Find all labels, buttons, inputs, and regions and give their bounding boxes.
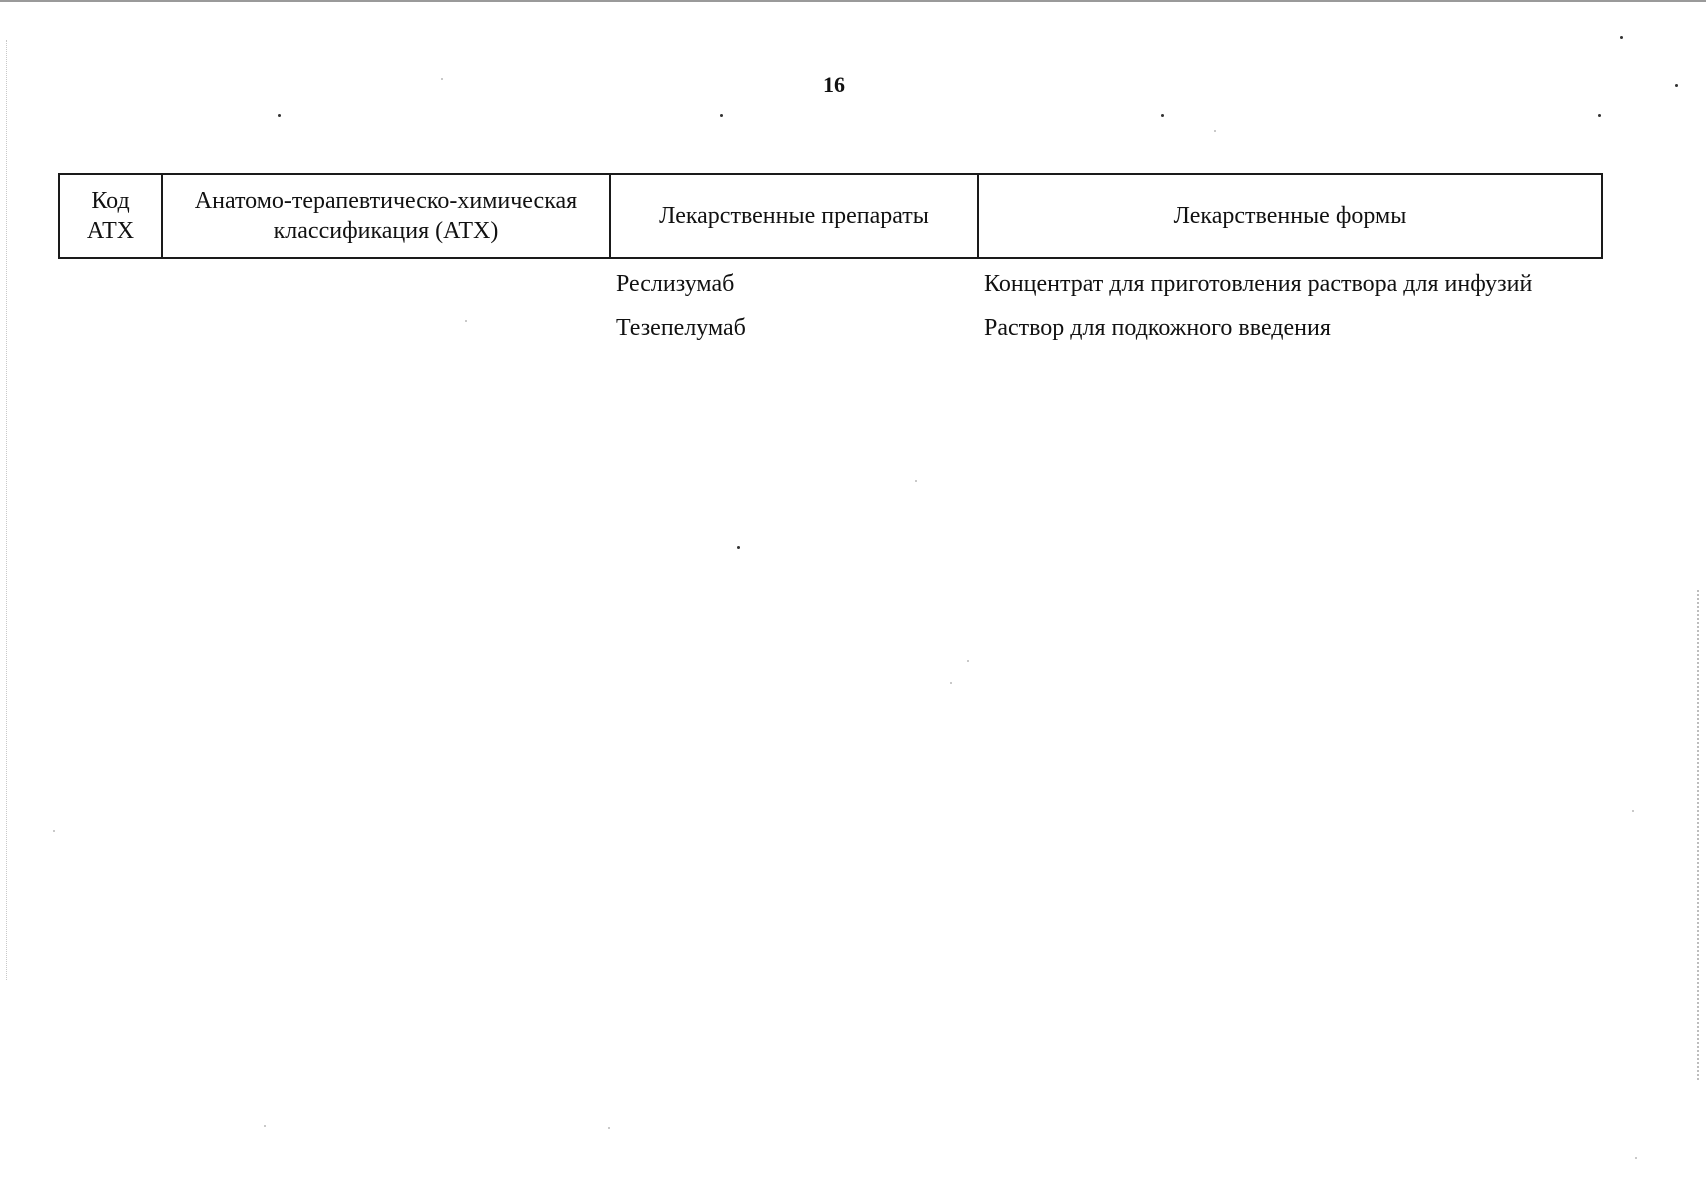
scan-speck (53, 830, 55, 832)
scan-speck (1635, 1157, 1637, 1159)
table-row (59, 313, 1602, 343)
scan-speck (1214, 130, 1216, 132)
table-header-row (59, 174, 1602, 258)
scan-border-right (1697, 590, 1701, 1080)
scan-speck (278, 114, 281, 117)
cell-atc-classification (162, 258, 610, 313)
scan-speck (608, 1127, 610, 1129)
header-atc-classification: Анатомо-терапевтическо-химическая классификация (АТХ) (162, 174, 610, 258)
atc-drug-table (58, 173, 1603, 343)
cell-atc-code (59, 313, 162, 343)
scan-speck (1632, 810, 1634, 812)
cell-drug-name: Реслизумаб (616, 271, 735, 297)
cell-dosage-form: Концентрат для приготовления раствора для инфузий (984, 271, 1533, 297)
scan-speck (264, 1125, 266, 1127)
scan-speck (1161, 114, 1164, 117)
scan-border-top (0, 0, 1706, 2)
cell-dosage-form: Раствор для подкожного введения (984, 315, 1331, 341)
scan-speck (967, 660, 969, 662)
scan-speck (915, 480, 917, 482)
table-row (59, 258, 1602, 313)
scan-speck (720, 114, 723, 117)
scan-border-left (6, 40, 8, 980)
cell-atc-code (59, 258, 162, 313)
header-atc-code: Код АТХ (59, 174, 162, 258)
page-number: 16 (823, 72, 845, 97)
header-drugs: Лекарственные препараты (610, 174, 978, 258)
cell-atc-classification (162, 313, 610, 343)
scan-speck (1675, 84, 1678, 87)
scan-speck (737, 546, 740, 549)
cell-drug-name: Тезепелумаб (616, 315, 746, 341)
scan-speck (1598, 114, 1601, 117)
scan-speck (950, 682, 952, 684)
scan-speck (1620, 36, 1623, 39)
header-dosage-forms: Лекарственные формы (978, 174, 1602, 258)
